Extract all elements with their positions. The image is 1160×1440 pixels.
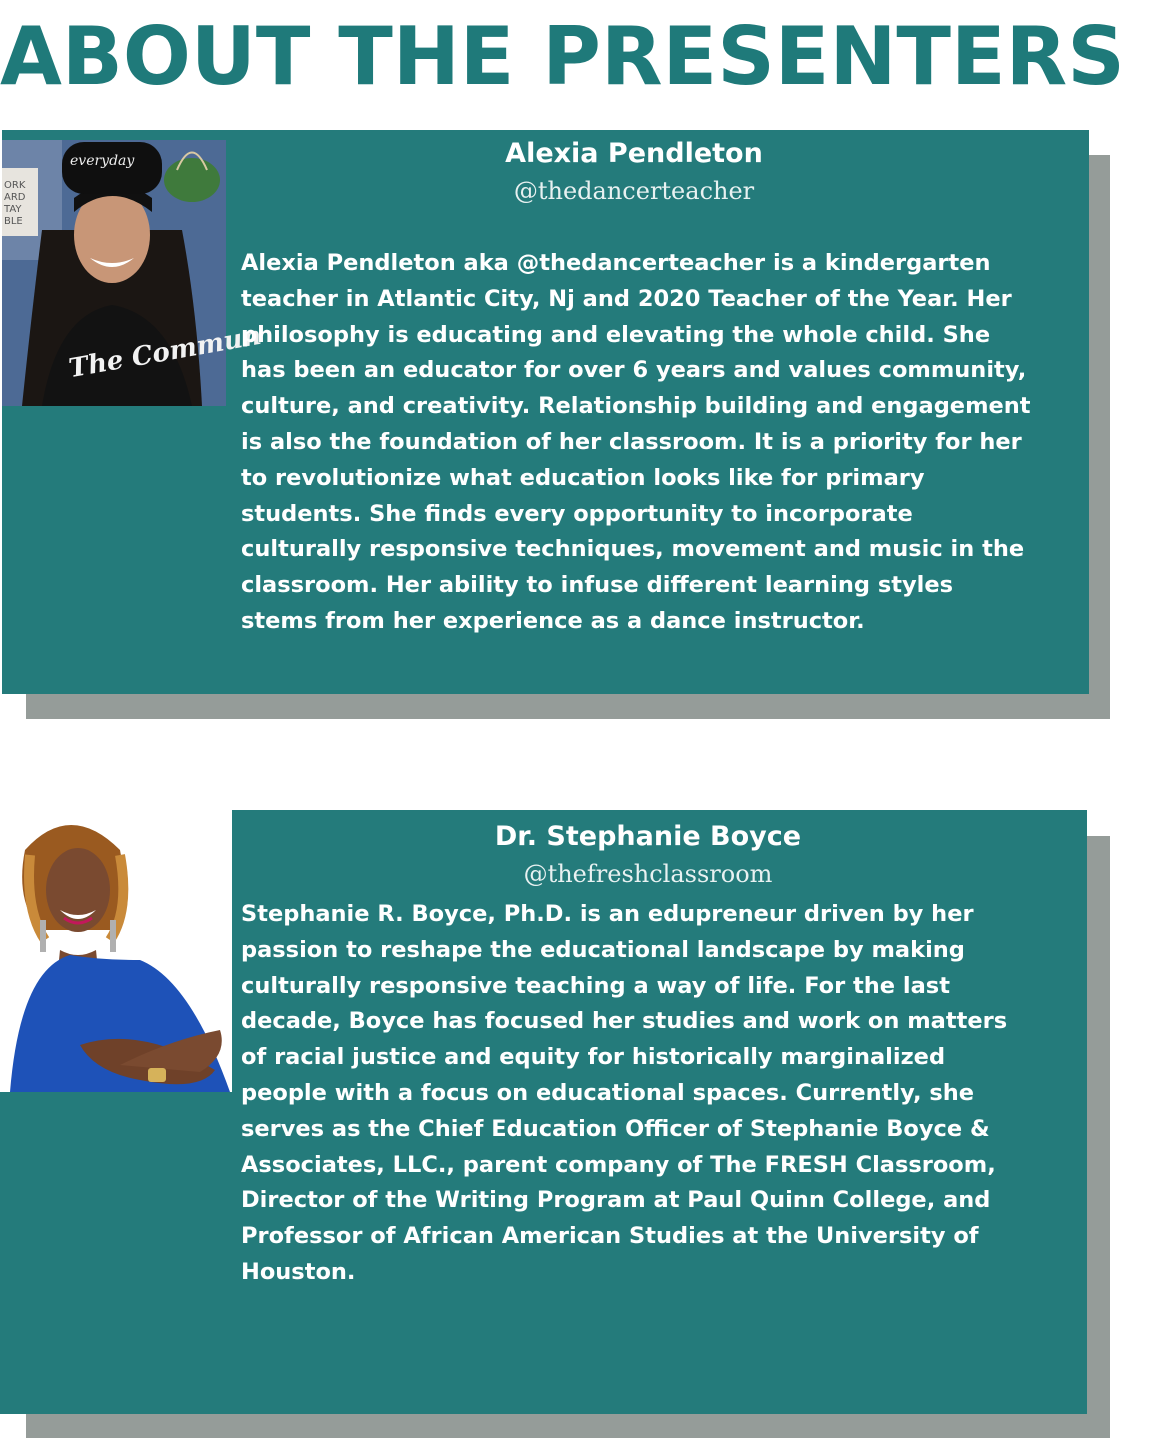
presenter-name: Dr. Stephanie Boyce <box>494 821 802 852</box>
bio-line: Stephanie R. Boyce, Ph.D. is an edupreneur driven by her <box>241 901 974 927</box>
presenter-name: Alexia Pendleton <box>505 138 763 169</box>
presenter-bio <box>241 897 1007 1291</box>
presenter-card <box>0 810 1087 1414</box>
bio-line: stems from her experience as a dance instructor. <box>241 607 865 634</box>
bio-line: serves as the Chief Education Officer of Stephanie Boyce & <box>241 1115 990 1142</box>
bio-line: to revolutionize what education looks like for primary <box>241 464 925 491</box>
sign-text-1: ORK <box>4 180 26 191</box>
bio-line: is also the foundation of her classroom. It is a priority for her <box>241 428 1022 455</box>
bio-line: of racial justice and equity for historically marginalized <box>241 1044 946 1071</box>
sign-text-2: ARD <box>4 192 26 203</box>
bio-line: teacher in Atlantic City, Nj and 2020 Teacher of the Year. Her <box>241 285 1012 312</box>
bio-line: has been an educator for over 6 years and values community, <box>241 357 1027 384</box>
bio-line: Houston. <box>241 1258 356 1285</box>
page-title: ABOUT THE PRESENTERS <box>0 10 1125 103</box>
bio-line: decade, Boyce has focused her studies and work on matters <box>241 1008 1008 1035</box>
sign-text-3: TAY <box>4 204 22 215</box>
presenter-bio <box>241 246 1031 640</box>
sign-text-4: BLE <box>4 216 23 227</box>
bio-line: culturally responsive teaching a way of life. For the last <box>241 972 950 999</box>
shirt-text: The Commun <box>66 320 264 385</box>
presenter-card <box>2 130 1089 694</box>
bio-line: culture, and creativity. Relationship building and engagement <box>241 393 1031 420</box>
bio-line: passion to reshape the educational landscape by making <box>241 936 965 963</box>
bio-line: classroom. Her ability to infuse different learning styles <box>241 572 954 599</box>
cap-text: everyday <box>70 153 135 169</box>
bio-line: Professor of African American Studies at the University of <box>241 1223 979 1250</box>
bio-line: students. She finds every opportunity to incorporate <box>241 500 913 527</box>
bio-line: Alexia Pendleton aka @thedancerteacher is a kindergarten <box>241 250 991 276</box>
presenter-handle: @thefreshclassroom <box>523 860 773 888</box>
bio-line: culturally responsive techniques, movement and music in the <box>241 536 1025 563</box>
bio-line: Associates, LLC., parent company of The FRESH Classroom, <box>241 1151 996 1178</box>
bio-line: people with a focus on educational spaces. Currently, she <box>241 1079 975 1106</box>
bio-line: philosophy is educating and elevating the whole child. She <box>241 321 991 348</box>
presenter-handle: @thedancerteacher <box>513 177 755 205</box>
bio-line: Director of the Writing Program at Paul Quinn College, and <box>241 1187 991 1214</box>
